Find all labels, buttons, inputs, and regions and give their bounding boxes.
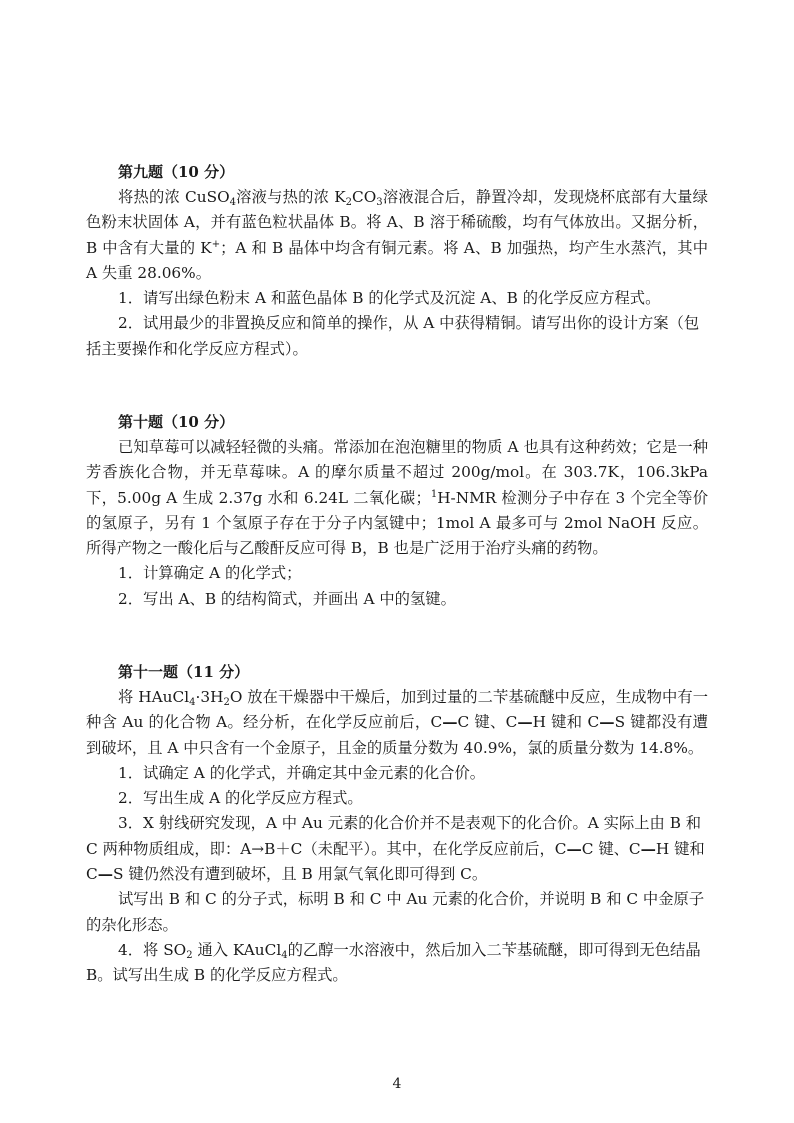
question-9 <box>86 160 708 362</box>
question-9-stem: 将热的浓 CuSO$_4$溶液与热的浓 $K_2CO_3$溶液混合后，静置冷却，发现烧杯底部有大量绿色粉末状固体 A，并有蓝色粒状晶体 B。将 A、B 溶于稀硫酸，均有气体放出。又据分析，B 中含有大量的 K+；A 和 B 晶体中均含有铜元素。将 A、B 加强热，均产生水蒸汽，其中 A 失重 28.06%。 <box>86 188 708 282</box>
question-11 <box>86 660 708 989</box>
question-9-part-2: 2．试用最少的非置换反应和简单的操作，从 A 中获得精铜。请写出你的设计方案（包括主要操作和化学反应方程式）。 <box>86 314 700 358</box>
question-11-part-1: 1．试确定 A 的化学式，并确定其中金元素的化合价。 <box>118 763 486 782</box>
question-10-part-1: 1．计算确定 A 的化学式； <box>118 564 302 583</box>
question-10-title: 第十题（10 分） <box>118 413 235 431</box>
question-9-title: 第九题（10 分） <box>118 163 235 181</box>
question-11-title: 第十一题（11 分） <box>118 663 250 681</box>
question-10 <box>86 410 708 612</box>
page-number: 4 <box>392 1076 402 1092</box>
question-11-part-4: 4．将 $SO_2$ 通入 KAuCl$_4$的乙醇一水溶液中，然后加入二苄基硫醚，即可得到无色结晶 B。试写出生成 B 的化学反应方程式。 <box>86 940 701 985</box>
question-11-part-3-followup: 试写出 B 和 C 的分子式，标明 B 和 C 中 Au 元素的化合价，并说明 B 和 C 中金原子的杂化形态。 <box>86 890 705 934</box>
question-11-part-3: 3．X 射线研究发现，A 中 Au 元素的化合价并不是表观下的化合价。A 实际上由 B 和 C 两种物质组成，即：A→B＋C（未配平）。其中，在化学反应前后，C—C 键、C—H 键和 C—S 键仍然没有遭到破坏，且 B 用氯气氧化即可得到 C。 <box>86 814 705 884</box>
question-11-stem: 将 $HAuCl_4\cdot 3H_2O$ 放在干燥器中干燥后，加到过量的二苄基硫醚中反应，生成物中有一种含 Au 的化合物 A。经分析，在化学反应前后，C—C 键、C—H 键和 C—S 键都没有遭到破坏，且 A 中只含有一个金原子，且金的质量分数为 40.9%，氯的质量分数为 14.8%。 <box>86 688 708 757</box>
question-10-part-2: 2．写出 A、B 的结构简式，并画出 A 中的氢键。 <box>118 589 456 608</box>
question-9-part-1: 1．请写出绿色粉末 A 和蓝色晶体 B 的化学式及沉淀 A、B 的化学反应方程式。 <box>118 289 661 308</box>
question-10-stem: 已知草莓可以减轻轻微的头痛。常添加在泡泡糖里的物质 A 也具有这种药效；它是一种芳香族化合物，并无草莓味。A 的摩尔质量不超过 200g/mol。在 303.7K，106.3kPa 下，5.00g A 生成 2.37g 水和 6.24L 二氧化碳；$^1$H-NMR 检测分子中存在 3 个完全等价的氢原子，另有 1 个氢原子存在于分子内氢键中；1mol A 最多可与 2mol NaOH 反应。所得产物之一酸化后与乙酸酐反应可得 B，B 也是广泛用于治疗头痛的药物。 <box>86 438 708 558</box>
question-11-part-2: 2．写出生成 A 的化学反应方程式。 <box>118 789 363 808</box>
